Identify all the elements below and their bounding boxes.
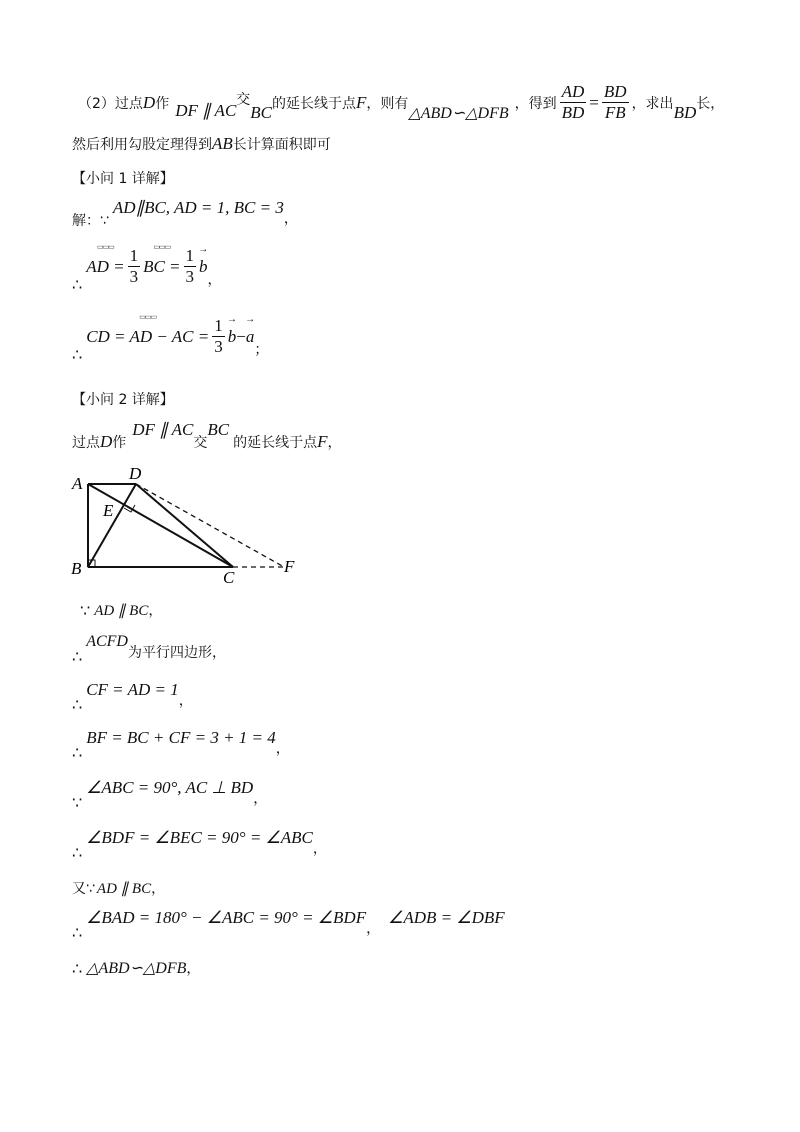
- intro-line-2: 然后利用勾股定理得到 AB 长计算面积即可: [72, 134, 331, 153]
- label-c: C: [223, 568, 235, 587]
- q1-heading: 【小问 1 详解】: [72, 171, 174, 187]
- label-e: E: [103, 501, 114, 520]
- q1-given: 解：∵ AD∥BC, AD = 1, BC = 3 ，: [72, 198, 298, 229]
- q1-ad-equation: ∴ ▭▭▭ AD = $\frac{1}{3}$ ▭▭▭ BC = $\frac{1}{3}$ → b ，: [72, 246, 222, 287]
- step-bf-equals: ∴ BF = BC + CF = 3 + 1 = 4 ，: [72, 728, 290, 762]
- geometry-figure: [66, 462, 316, 592]
- label-a: A: [72, 474, 83, 493]
- step-ad-parallel-bc: ∵ AD ∥ BC ，: [80, 600, 163, 620]
- step-angle-bad: ∴ ∠BAD = 180° − ∠ABC = 90° = ∠BDF ， ∠ADB = ∠DBF: [72, 908, 505, 942]
- fraction-bd-fb: $\frac{BD}{FB}$: [603, 82, 627, 122]
- step-again-parallel: 又∵ AD ∥ BC ，: [72, 880, 166, 897]
- step-angle-abc: ∵ ∠ABC = 90°, AC ⊥ BD ，: [72, 778, 268, 812]
- step-similar-triangles: ∴ △ABD∽△DFB ，: [72, 958, 201, 978]
- label-b: B: [71, 559, 82, 578]
- label-d: D: [129, 464, 142, 483]
- label-f: F: [284, 557, 295, 576]
- fraction-ad-bd: $\frac{AD}{BD}$: [561, 82, 585, 122]
- step-cf-equals: ∴ CF = AD = 1 ，: [72, 680, 193, 714]
- q1-cd-equation: ∴ ▭▭▭ CD = AD − AC = $\frac{1}{3}$ → b − → a ；: [72, 316, 268, 357]
- step-angle-bdf: ∴ ∠BDF = ∠BEC = 90° = ∠ABC ，: [72, 828, 327, 862]
- step-parallelogram: ∴ ACFD 为平行四边形，: [72, 633, 226, 666]
- intro-line-1: （2）过点 D 作 DF ∥ AC 交 BC 的延长线于点 F ，则有 △ABD∽△DFB ，得到 $\frac{AD}{BD}$ = $\frac{BD}{FB}$ ，求出 BD 长，: [78, 82, 725, 122]
- q2-heading: 【小问 2 详解】: [72, 392, 174, 408]
- q2-construction: 过点 D 作 DF ∥ AC 交 BC 的延长线于点 F ，: [72, 420, 342, 451]
